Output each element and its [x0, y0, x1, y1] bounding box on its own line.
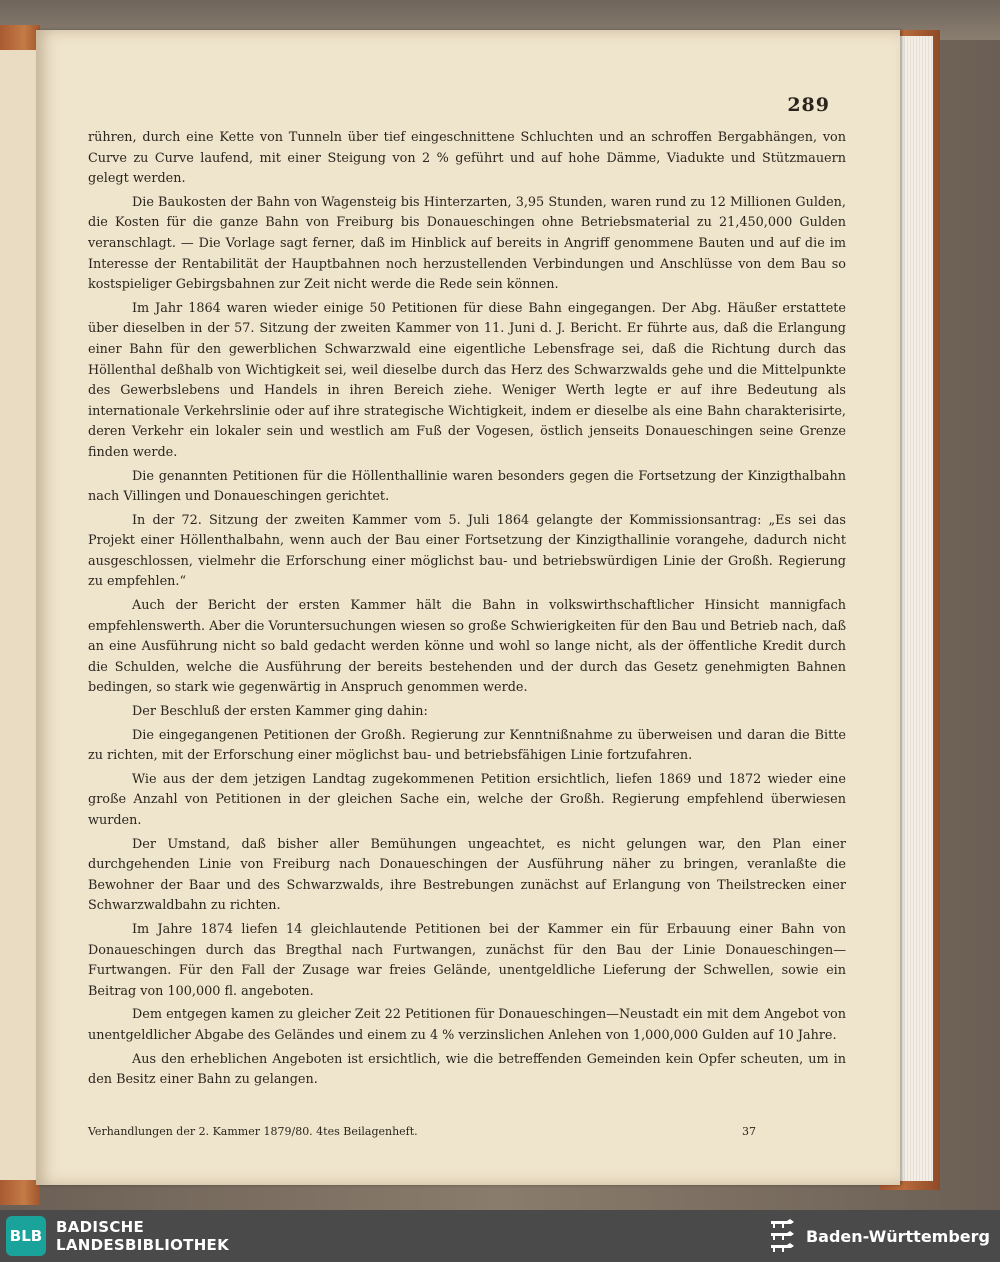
- blb-name: [56, 1218, 229, 1254]
- book-page: [36, 30, 900, 1185]
- paragraph: Der Umstand, daß bisher aller Bemühungen ungeachtet, es nicht gelungen war, den Plan einer durchgehenden Linie von Freiburg nach Donaueschingen der Ausführung näher zu bringen, veranlaßte die Bewohner der Baar und des Schwarzwalds, ihre Bestrebungen zunächst auf Erlangung von Theilstrecken einer Schwarzwaldbahn zu richten.: [88, 836, 846, 914]
- page-stack-edge: [898, 36, 933, 1181]
- baden-wuerttemberg-lions-icon: [768, 1217, 798, 1255]
- page-footer: [88, 1125, 846, 1138]
- blb-badge-icon: BLB: [6, 1216, 46, 1256]
- bw-logo[interactable]: [768, 1217, 990, 1255]
- footer-title: Verhandlungen der 2. Kammer 1879/80. 4tes Beilagenheft.: [88, 1125, 418, 1138]
- paragraph: Im Jahre 1874 liefen 14 gleichlautende Petitionen bei der Kammer ein für Erbauung einer Bahn von Donaueschingen durch das Bregthal nach Furtwangen, zunächst für den Bau der Linie Donaueschingen—Furtwangen. Für den Fall der Zusage war freies Gelände, unentgeldliche Lieferung der Schwellen, sowie ein Beitrag von 100,000 fl. angeboten.: [88, 921, 846, 999]
- bw-name: Baden-Württemberg: [805, 1226, 990, 1246]
- paragraph: rühren, durch eine Kette von Tunneln über tief eingeschnittene Schluchten und an schroffen Bergabhängen, von Curve zu Curve laufend, mit einer Steigung von 2 % geführt und auf hohe Dämme, Viadukte und Stützmauern gelegt werden.: [88, 130, 846, 187]
- footer-signature: 37: [742, 1125, 756, 1138]
- paragraph: Auch der Bericht der ersten Kammer hält die Bahn in volkswirthschaftlicher Hinsicht mannigfach empfehlenswerth. Aber die Voruntersuchungen wiesen so große Schwierigkeiten für den Bau und Betrieb nach, daß an eine Ausführung nicht so bald gedacht werden könne und wohl so lange nicht, als der öffentliche Kredit durch die Schulden, welche die Ausführung der bereits bestehenden und der durch das Gesetz genehmigten Bahnen bedingen, so stark wie gegenwärtig in Anspruch genommen werde.: [88, 598, 846, 696]
- left-page-edge: [0, 50, 37, 1180]
- page-number: 289: [787, 94, 830, 116]
- paragraph: Im Jahr 1864 waren wieder einige 50 Petitionen für diese Bahn eingegangen. Der Abg. Häußer erstattete über dieselben in der 57. Sitzung der zweiten Kammer von 11. Juni d. J. Bericht. Er führte aus, daß die Erlangung einer Bahn für den gewerblichen Schwarzwald eine eigentliche Lebensfrage sei, daß die Richtung durch das Höllenthal deßhalb von Wichtigkeit sei, weil dieselbe durch das Herz des Schwarzwalds gehe und die Mittelpunkte des Gewerbslebens und Handels in ihren Bereich ziehe. Weniger Werth legte er auf ihre Bedeutung als internationale Verkehrslinie oder auf ihre strategische Wichtigkeit, indem er dieselbe als eine Bahn charakterisirte, deren Verkehr ein lokaler sein und westlich am Fuß der Vogesen, östlich jenseits Donaueschingen seine Grenze finden werde.: [88, 300, 846, 460]
- blb-name-line1: BADISCHE: [56, 1218, 145, 1236]
- paragraph: Aus den erheblichen Angeboten ist ersichtlich, wie die betreffenden Gemeinden kein Opfer scheuten, um in den Besitz einer Bahn zu gelangen.: [88, 1051, 846, 1088]
- paragraph: Die Baukosten der Bahn von Wagensteig bis Hinterzarten, 3,95 Stunden, waren rund zu 12 Millionen Gulden, die Kosten für die ganze Bahn von Freiburg bis Donaueschingen ohne Betriebsmaterial zu 21,450,000 Gulden veranschlagt. — Die Vorlage sagt ferner, daß im Hinblick auf bereits in Angriff genommene Bauten und auf die im Interesse der Rentabilität der Hauptbahnen noch herzustellenden Verbindungen und Anschlüsse von dem Bau so kostspieliger Gebirgsbahnen zur Zeit nicht werde die Rede sein können.: [88, 194, 846, 293]
- paragraph: Wie aus der dem jetzigen Landtag zugekommenen Petition ersichtlich, liefen 1869 und 1872 wieder eine große Anzahl von Petitionen in der gleichen Sache ein, welche der Großh. Regierung empfehlend überwiesen wurden.: [88, 771, 846, 828]
- blb-name-line2: LANDESBIBLIOTHEK: [56, 1236, 230, 1254]
- paragraph: Die genannten Petitionen für die Höllenthallinie waren besonders gegen die Fortsetzung der Kinzigthalbahn nach Villingen und Donaueschingen gerichtet.: [88, 468, 846, 505]
- paragraph: Dem entgegen kamen zu gleicher Zeit 22 Petitionen für Donaueschingen—Neustadt ein mit dem Angebot von unentgeldlicher Abgabe des Geländes und einem zu 4 % verzinslichen Anlehen von 1,000,000 Gulden auf 10 Jahre.: [88, 1007, 846, 1043]
- paragraph: Der Beschluß der ersten Kammer ging dahin:: [132, 704, 428, 720]
- paragraph: Die eingegangenen Petitionen der Großh. Regierung zur Kenntnißnahme zu überweisen und daran die Bitte zu richten, mit der Erforschung einer möglichst bau- und betriebsfähigen Linie fortzufahren.: [88, 727, 846, 764]
- page-text: [88, 128, 846, 1094]
- blb-logo[interactable]: [6, 1216, 229, 1256]
- paragraph: In der 72. Sitzung der zweiten Kammer vom 5. Juli 1864 gelangte der Kommissionsantrag: „Es sei das Projekt einer Höllenthalbahn, wenn auch der Bau einer Fortsetzung der Kinzigthallinie vorangehe, dadurch nicht ausgeschlossen, vielmehr die Erforschung einer möglichst bau- und betriebswürdigen Linie der Großh. Regierung zu empfehlen.“: [88, 512, 846, 590]
- viewer-bottom-bar: [0, 1210, 1000, 1262]
